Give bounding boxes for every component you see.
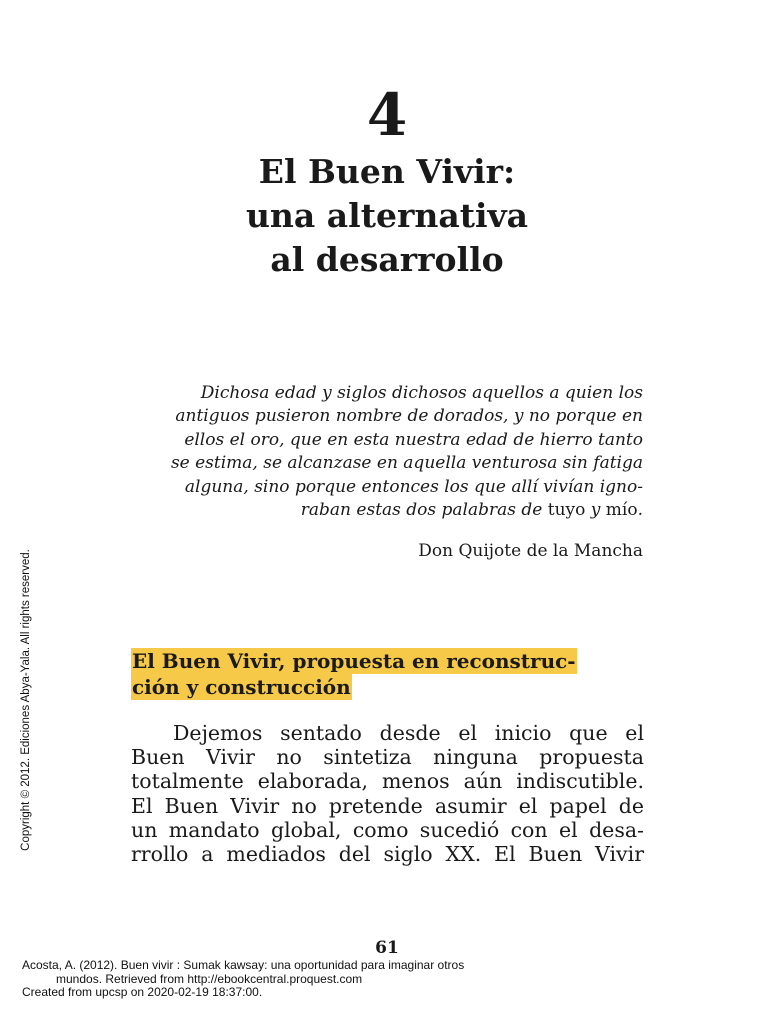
body-line: Dejemos sentado desde el inicio que el	[173, 721, 644, 745]
body-paragraph	[131, 721, 644, 866]
epigraph-last-text: raban estas dos palabras de	[300, 500, 548, 521]
chapter-title	[0, 150, 768, 282]
chapter-title-line: una alternativa	[245, 196, 529, 235]
citation-footer	[22, 959, 722, 1000]
section-heading	[131, 648, 651, 700]
chapter-number: 4	[366, 81, 408, 149]
epigraph-line: antiguos pusieron nombre de dorados, y no porque en	[175, 406, 643, 427]
body-line: totalmente elaborada, menos aún indiscutible.	[131, 769, 644, 794]
epigraph-line: se estima, se alcanzase en aquella venturosa sin fatiga	[170, 453, 643, 474]
section-heading-line: El Buen Vivir, propuesta en reconstruc-	[132, 649, 576, 673]
epigraph-word-tuyo: tuyo	[547, 500, 586, 521]
epigraph-line: ellos el oro, que en esta nuestra edad de hierro tanto	[184, 429, 643, 450]
body-line: El Buen Vivir no pretende asumir el papel de	[131, 793, 644, 818]
chapter-title-line: El Buen Vivir:	[258, 152, 516, 191]
chapter-title-line: al desarrollo	[270, 240, 504, 279]
page-number: 61	[375, 938, 399, 958]
citation-line: Acosta, A. (2012). Buen vivir : Sumak kawsay: una oportunidad para imaginar otros	[22, 958, 465, 972]
body-line: rrollo a mediados del siglo XX. El Buen Vivir	[131, 842, 644, 867]
body-line: un mandato global, como sucedió con el desa-	[131, 817, 644, 842]
body-line: Buen Vivir no sintetiza ninguna propuesta	[131, 745, 644, 770]
epigraph-word-mio: mío	[605, 500, 638, 521]
epigraph-line: Dichosa edad y siglos dichosos aquellos a quien los	[200, 383, 643, 403]
epigraph-last-line	[120, 499, 643, 522]
citation-line: mundos. Retrieved from http://ebookcentral.proquest.com	[56, 971, 363, 986]
epigraph-source: Don Quijote de la Mancha	[418, 541, 643, 561]
epigraph	[120, 382, 643, 522]
citation-line: Created from upcsp on 2020-02-19 18:37:00.	[22, 985, 263, 999]
epigraph-line: alguna, sino porque entonces los que allí vivían igno-	[184, 476, 643, 497]
section-heading-line: ción y construcción	[132, 675, 351, 699]
epigraph-period: .	[637, 500, 643, 521]
side-copyright-notice: Copyright © 2012. Ediciones Abya-Yala. All rights reserved.	[20, 549, 32, 851]
epigraph-conjunction: y	[585, 500, 606, 521]
